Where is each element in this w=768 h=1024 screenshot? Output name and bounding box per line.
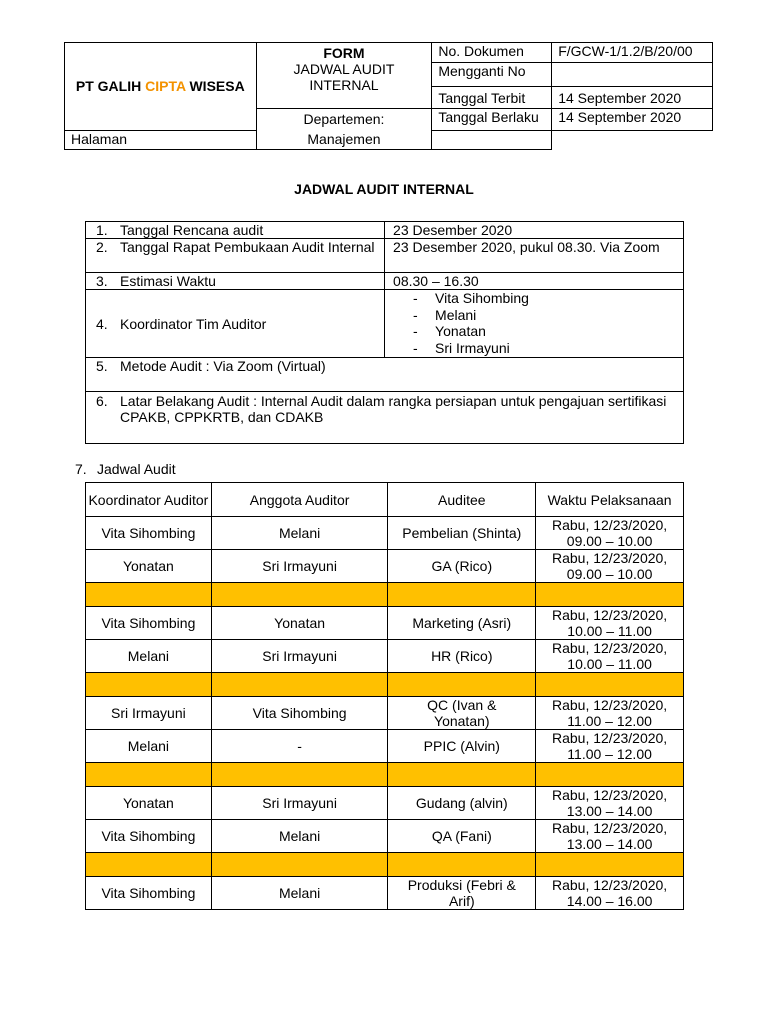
info-item-number: 6.	[96, 393, 108, 409]
form-title-cell	[256, 43, 432, 109]
cell-auditee: QC (Ivan & Yonatan)	[388, 697, 536, 730]
cell-coordinator: Melani	[86, 640, 212, 673]
cell-time	[536, 550, 684, 583]
time-date: Rabu, 12/23/2020,	[551, 697, 668, 713]
cell-coordinator: Vita Sihombing	[86, 877, 212, 910]
meta-value-replaces	[552, 63, 713, 87]
department-value: Manajemen	[307, 131, 381, 147]
bullet-dash: -	[413, 290, 418, 306]
info-item-4	[86, 290, 385, 358]
list-item	[413, 340, 683, 357]
time-date: Rabu, 12/23/2020,	[551, 877, 668, 893]
form-label: FORM	[323, 45, 365, 61]
company-name-accent: CIPTA	[145, 78, 186, 95]
info-item-2	[86, 239, 385, 273]
cell-time	[536, 640, 684, 673]
meta-value-issue-date: 14 September 2020	[552, 87, 713, 109]
table-row	[86, 730, 684, 763]
bullet-dash: -	[413, 306, 418, 323]
time-range: 09.00 – 10.00	[566, 566, 653, 582]
cell-member: -	[211, 730, 388, 763]
time-date: Rabu, 12/23/2020,	[551, 607, 668, 623]
time-range: 11.00 – 12.00	[567, 746, 652, 762]
cell-coordinator: Vita Sihombing	[86, 820, 212, 853]
break-row	[86, 763, 684, 787]
cell-coordinator: Vita Sihombing	[86, 517, 212, 550]
meta-label-replaces: Mengganti No	[432, 63, 552, 87]
coordinator-name: Yonatan	[435, 323, 486, 339]
coordinator-name: Melani	[435, 306, 477, 323]
form-name-line1: JADWAL AUDIT	[293, 61, 395, 77]
info-item-1	[86, 222, 385, 239]
time-range: 13.00 – 14.00	[566, 836, 653, 852]
cell-auditee: HR (Rico)	[388, 640, 536, 673]
time-range: 10.00 – 11.00	[567, 623, 652, 639]
cell-time	[536, 697, 684, 730]
table-row	[86, 517, 684, 550]
info-item-label: Metode Audit : Via Zoom (Virtual)	[120, 358, 326, 374]
time-date: Rabu, 12/23/2020,	[551, 730, 668, 746]
coordinator-name: Sri Irmayuni	[435, 339, 510, 356]
department-cell	[256, 109, 432, 150]
coordinator-list-cell	[385, 290, 684, 358]
cell-time	[536, 607, 684, 640]
document-title: JADWAL AUDIT INTERNAL	[294, 181, 474, 197]
meta-label-issue-date: Tanggal Terbit	[432, 87, 552, 109]
table-row	[86, 640, 684, 673]
time-date: Rabu, 12/23/2020,	[551, 640, 668, 656]
cell-member: Melani	[211, 877, 388, 910]
time-date: Rabu, 12/23/2020,	[551, 787, 668, 803]
company-name-pre: PT GALIH	[75, 78, 142, 95]
section-number: 7.	[75, 461, 87, 477]
cell-time	[536, 820, 684, 853]
audit-info-table	[85, 221, 684, 444]
table-row	[86, 820, 684, 853]
cell-time	[536, 877, 684, 910]
table-row	[86, 607, 684, 640]
info-item-label: Tanggal Rencana audit	[120, 222, 264, 238]
column-header-time: Waktu Pelaksanaan	[536, 483, 684, 517]
table-row	[86, 787, 684, 820]
cell-member: Sri Irmayuni	[211, 787, 388, 820]
break-row	[86, 673, 684, 697]
cell-member: Sri Irmayuni	[211, 640, 388, 673]
info-item-3-value: 08.30 – 16.30	[385, 273, 684, 290]
coordinator-list	[385, 290, 683, 356]
time-range: 11.00 – 12.00	[567, 713, 652, 729]
bullet-dash: -	[413, 323, 418, 339]
cell-coordinator: Sri Irmayuni	[86, 697, 212, 730]
list-item	[413, 290, 683, 307]
cell-coordinator: Vita Sihombing	[86, 607, 212, 640]
info-item-label: Koordinator Tim Auditor	[120, 315, 267, 332]
cell-time	[536, 787, 684, 820]
time-range: 13.00 – 14.00	[566, 803, 653, 819]
info-item-number: 2.	[96, 239, 108, 255]
info-item-5	[86, 358, 684, 392]
meta-label-effective-date: Tanggal Berlaku	[432, 109, 552, 131]
info-item-2-value: 23 Desember 2020, pukul 08.30. Via Zoom	[385, 239, 684, 273]
cell-auditee: Pembelian (Shinta)	[388, 517, 536, 550]
cell-auditee: QA (Fani)	[388, 820, 536, 853]
meta-value-effective-date: 14 September 2020	[552, 109, 713, 131]
table-row	[86, 550, 684, 583]
info-item-3	[86, 273, 385, 290]
cell-member: Melani	[211, 517, 388, 550]
cell-member: Vita Sihombing	[211, 697, 388, 730]
info-item-number: 4.	[96, 315, 108, 332]
cell-auditee: Gudang (alvin)	[388, 787, 536, 820]
cell-member: Yonatan	[211, 607, 388, 640]
time-date: Rabu, 12/23/2020,	[551, 517, 668, 533]
coordinator-name: Vita Sihombing	[435, 290, 529, 306]
document-header	[64, 42, 713, 150]
info-item-label: Estimasi Waktu	[120, 273, 216, 289]
cell-coordinator: Yonatan	[86, 550, 212, 583]
cell-time	[536, 517, 684, 550]
info-item-6	[86, 392, 684, 444]
cell-auditee: Marketing (Asri)	[388, 607, 536, 640]
section-label: Jadwal Audit	[97, 461, 176, 477]
column-header-auditee: Auditee	[388, 483, 536, 517]
info-item-1-value: 23 Desember 2020	[385, 222, 684, 239]
list-item	[413, 307, 683, 324]
break-row	[86, 583, 684, 607]
meta-label-doc-number: No. Dokumen	[432, 43, 552, 63]
bullet-dash: -	[413, 339, 418, 356]
list-item	[413, 323, 683, 340]
cell-auditee: Produksi (Febri & Arif)	[388, 877, 536, 910]
table-row	[86, 877, 684, 910]
company-name-post: WISESA	[189, 78, 245, 95]
meta-value-page	[432, 130, 552, 149]
column-header-coordinator: Koordinator Auditor	[86, 483, 212, 517]
time-date: Rabu, 12/23/2020,	[551, 820, 668, 836]
info-item-label: Latar Belakang Audit : Internal Audit dalam rangka persiapan untuk pengajuan sertifikasi CPAKB, CPPKRTB, dan CDAKB	[120, 393, 667, 425]
break-row	[86, 853, 684, 877]
info-item-number: 3.	[96, 273, 108, 289]
cell-member: Melani	[211, 820, 388, 853]
info-item-label: Tanggal Rapat Pembukaan Audit Internal	[120, 239, 375, 255]
time-range: 14.00 – 16.00	[566, 893, 653, 909]
info-item-number: 1.	[96, 222, 108, 238]
meta-value-doc-number: F/GCW-1/1.2/B/20/00	[552, 43, 713, 63]
table-header-row	[86, 483, 684, 517]
company-name	[65, 43, 257, 131]
schedule-section-heading	[75, 461, 176, 477]
table-row	[86, 697, 684, 730]
time-range: 09.00 – 10.00	[566, 533, 653, 549]
cell-member: Sri Irmayuni	[211, 550, 388, 583]
audit-schedule-table	[85, 482, 684, 910]
meta-label-page: Halaman	[65, 130, 257, 149]
cell-coordinator: Yonatan	[86, 787, 212, 820]
cell-coordinator: Melani	[86, 730, 212, 763]
cell-auditee: GA (Rico)	[388, 550, 536, 583]
info-item-number: 5.	[96, 358, 108, 374]
column-header-member: Anggota Auditor	[211, 483, 388, 517]
cell-auditee: PPIC (Alvin)	[388, 730, 536, 763]
form-name-line2: INTERNAL	[309, 77, 379, 93]
time-range: 10.00 – 11.00	[567, 656, 652, 672]
time-date: Rabu, 12/23/2020,	[551, 550, 668, 566]
department-label: Departemen:	[303, 111, 385, 127]
cell-time	[536, 730, 684, 763]
